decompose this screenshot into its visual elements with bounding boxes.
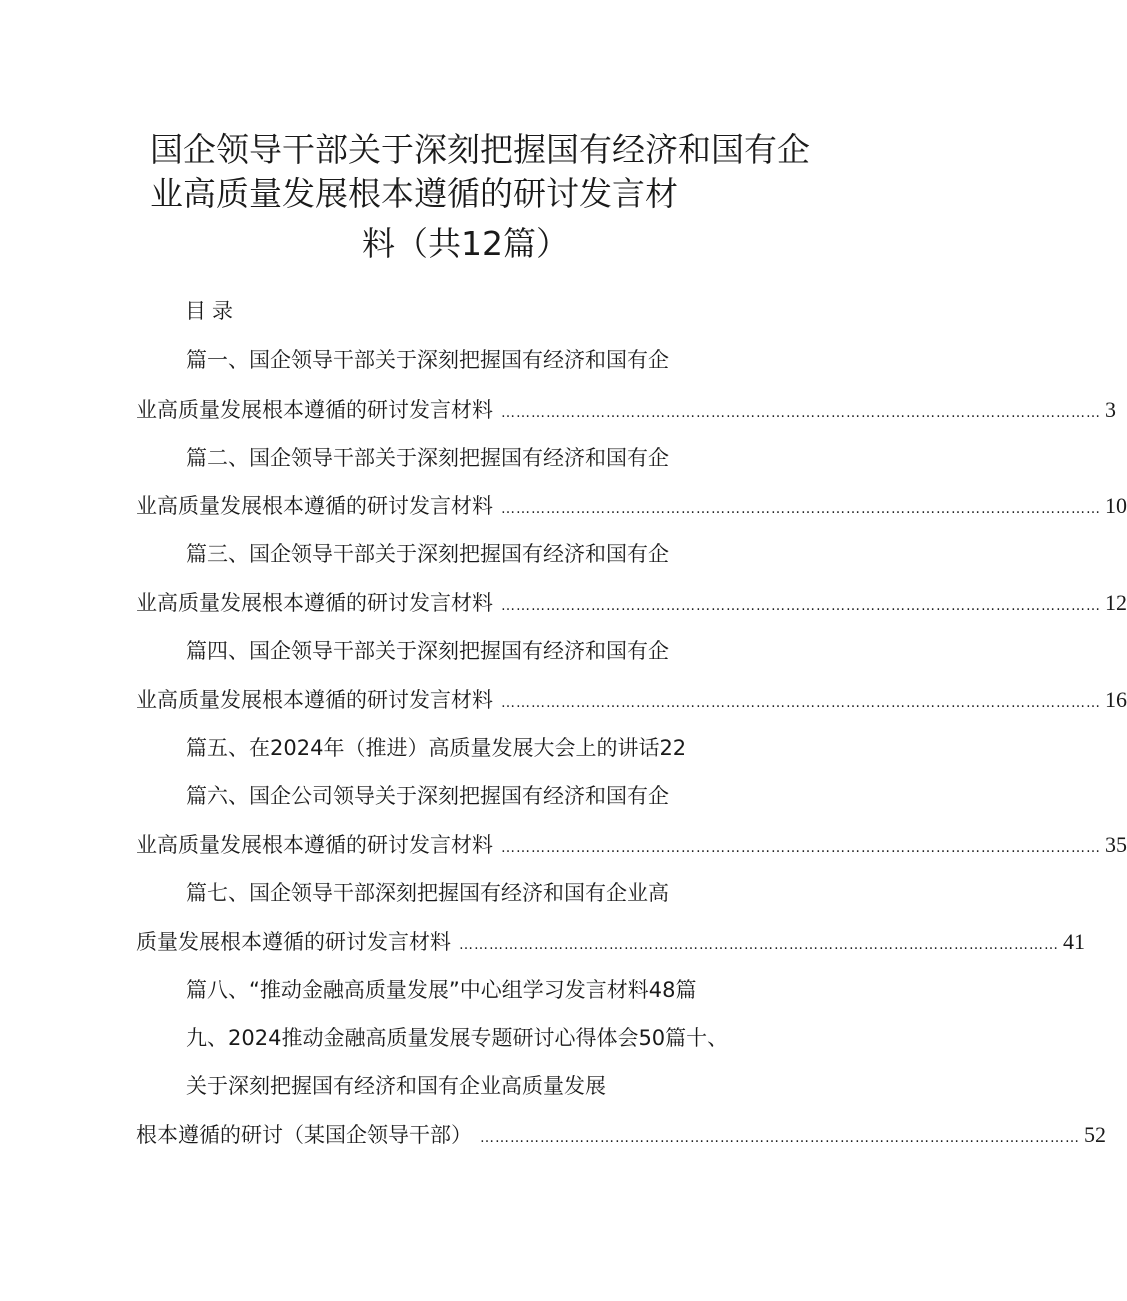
toc-entry-1-line-1[interactable]: 篇一、国企领导干部关于深刻把握国有经济和国有企 (186, 348, 669, 372)
toc-page-number: 52 (1084, 1122, 1106, 1147)
toc-page-number: 12 (1105, 590, 1127, 615)
toc-page-number: 16 (1105, 687, 1127, 712)
doc-title-line-1: 国企领导干部关于深刻把握国有经济和国有企 (150, 130, 810, 169)
toc-entry-3-line-1[interactable]: 篇三、国企领导干部关于深刻把握国有经济和国有企 (186, 542, 669, 566)
toc-entry-text: 质量发展根本遵循的研讨发言材料 (136, 930, 451, 954)
toc-entry-text: 业高质量发展根本遵循的研讨发言材料 (136, 398, 493, 422)
toc-entry-8-line-1[interactable]: 篇八、“推动金融高质量发展”中心组学习发言材料48篇 (186, 978, 697, 1002)
toc-leader-dots: ………………………………………………………………………………………………………… (480, 1130, 1080, 1146)
toc-entry-7-line-1[interactable]: 篇七、国企领导干部深刻把握国有经济和国有企业高 (186, 881, 669, 905)
toc-entry-1-line-2[interactable] (136, 395, 1116, 428)
toc-entry-10-line-1[interactable]: 关于深刻把握国有经济和国有企业高质量发展 (186, 1074, 606, 1098)
doc-title-line-2: 业高质量发展根本遵循的研讨发言材 (150, 174, 678, 213)
toc-entry-3-line-2[interactable] (136, 588, 1127, 621)
toc-page-number: 41 (1063, 929, 1085, 954)
toc-leader-dots: ………………………………………………………………………………………………………… (501, 695, 1101, 711)
toc-entry-9-line-1[interactable]: 九、2024推动金融高质量发展专题研讨心得体会50篇十、 (186, 1026, 729, 1050)
toc-entry-4-line-2[interactable] (136, 685, 1127, 718)
toc-entry-6-line-2[interactable] (136, 830, 1127, 863)
toc-leader-dots: ………………………………………………………………………………………………………… (501, 840, 1101, 856)
toc-page-number: 3 (1105, 397, 1116, 422)
toc-leader-dots: ………………………………………………………………………………………………………… (501, 598, 1101, 614)
doc-title-line-3: 料（共12篇） (362, 224, 569, 263)
toc-leader-dots: ………………………………………………………………………………………………………… (501, 405, 1101, 421)
toc-entry-2-line-1[interactable]: 篇二、国企领导干部关于深刻把握国有经济和国有企 (186, 446, 669, 470)
toc-leader-dots: ………………………………………………………………………………………………………… (501, 501, 1101, 517)
toc-entry-2-line-2[interactable] (136, 491, 1127, 524)
toc-entry-text: 根本遵循的研讨（某国企领导干部） (136, 1123, 472, 1147)
toc-entry-6-line-1[interactable]: 篇六、国企公司领导关于深刻把握国有经济和国有企 (186, 784, 669, 808)
toc-entry-text: 业高质量发展根本遵循的研讨发言材料 (136, 833, 493, 857)
toc-page-number: 10 (1105, 493, 1127, 518)
toc-entry-10-line-2[interactable] (136, 1120, 1106, 1153)
toc-entry-text: 业高质量发展根本遵循的研讨发言材料 (136, 591, 493, 615)
toc-leader-dots: ………………………………………………………………………………………………………… (459, 937, 1059, 953)
toc-entry-5-line-1[interactable]: 篇五、在2024年（推进）高质量发展大会上的讲话22 (186, 736, 687, 760)
toc-entry-4-line-1[interactable]: 篇四、国企领导干部关于深刻把握国有经济和国有企 (186, 639, 669, 663)
toc-entry-text: 业高质量发展根本遵循的研讨发言材料 (136, 494, 493, 518)
toc-entry-7-line-2[interactable] (136, 927, 1085, 960)
toc-entry-text: 业高质量发展根本遵循的研讨发言材料 (136, 688, 493, 712)
toc-page-number: 35 (1105, 832, 1127, 857)
toc-heading: 目录 (185, 299, 239, 323)
